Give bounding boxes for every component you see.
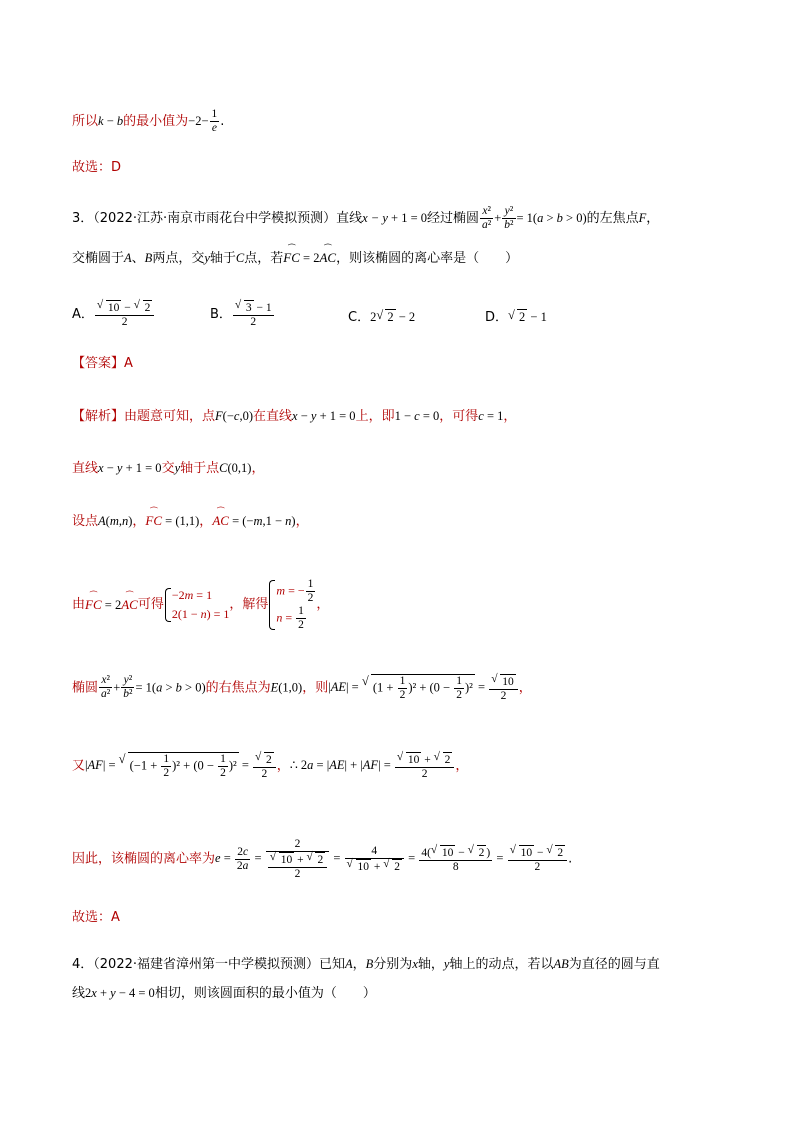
question-4-line1: 4．（2022·福建省漳州第一中学模拟预测）已知A，B分别为x轴，y轴上的动点，若以AB为直径的圆与直 bbox=[72, 957, 660, 972]
fraction: $\frac{\text{x²}}{\text{a²}}$ bbox=[101, 674, 111, 701]
text: B． bbox=[210, 307, 232, 322]
analysis-line1 bbox=[72, 408, 516, 425]
equation-system: −2m = 1 2(1 − n) = 1 bbox=[164, 586, 230, 624]
math-expr: 1 − c = 0 bbox=[394, 409, 440, 423]
math-expr: C bbox=[235, 251, 245, 265]
analysis-line5 bbox=[72, 674, 532, 703]
text: 线 bbox=[72, 986, 86, 1001]
text: A． bbox=[72, 307, 94, 322]
math-expr: + 1 = 0 bbox=[391, 211, 428, 225]
math-expr: F(−c,0) bbox=[215, 409, 253, 423]
math-expr: y bbox=[443, 957, 450, 971]
text: ，可得 bbox=[439, 409, 479, 424]
math-expr: x − y bbox=[362, 211, 392, 225]
text: ， bbox=[276, 758, 290, 774]
text: ， bbox=[503, 409, 517, 424]
text: 的左焦点 bbox=[586, 211, 639, 226]
math-expr: − bbox=[103, 114, 117, 128]
text: D． bbox=[485, 310, 509, 325]
math-expr: AB bbox=[553, 957, 569, 971]
math-expr: 2x + y − 4 = 0 bbox=[85, 986, 155, 1000]
text: 轴， bbox=[417, 957, 444, 972]
text: 又 bbox=[72, 758, 86, 774]
math-expr: x − y + 1 = 0 bbox=[292, 409, 356, 423]
text: ， bbox=[316, 597, 330, 612]
analysis-line7 bbox=[72, 838, 572, 881]
question-3-line1 bbox=[72, 205, 659, 232]
math-expr: = (1,1) bbox=[162, 514, 200, 528]
math-expr: y bbox=[174, 461, 181, 475]
text: 直线 bbox=[72, 461, 99, 476]
math-expr: |AF| = √ (−1 + $\frac{1}{2}$ )² + (0 − $\frac{1}{2}$ )² = √ $\frac{2}{2}$ bbox=[85, 758, 277, 772]
math-expr: x − y + 1 = 0 bbox=[98, 461, 162, 475]
text: 因此，该椭圆的离心率为 bbox=[72, 851, 216, 867]
option-b bbox=[210, 300, 275, 329]
text: 轴于点 bbox=[180, 461, 220, 476]
text: 的最小值为 bbox=[123, 114, 189, 129]
math-expr: ∴ 2a = |AE| + |AF| = √ $\frac{10 + √ 2}{2}$ bbox=[290, 758, 456, 772]
fraction: $\frac{\text{y²}}{\text{b²}}$ bbox=[504, 205, 514, 231]
math-expr: B bbox=[365, 957, 374, 971]
vector-ac: ⏜ AC bbox=[319, 250, 336, 266]
text: 点，若 bbox=[244, 251, 284, 266]
math-expr: + bbox=[494, 211, 502, 225]
text: ，则该椭圆的离心率是（ ） bbox=[336, 251, 519, 266]
math-expr: = 2 bbox=[299, 251, 320, 265]
choice-line: 故选：D bbox=[72, 160, 122, 175]
text: 上，即 bbox=[355, 409, 395, 424]
option-c bbox=[348, 306, 415, 325]
option-d bbox=[485, 306, 547, 325]
text: 两点，交 bbox=[152, 251, 205, 266]
text: C． bbox=[348, 310, 371, 325]
math-expr: B bbox=[144, 251, 153, 265]
text: 3．（2022·江苏·南京市雨花台中学模拟预测）直线 bbox=[72, 211, 363, 226]
text: ， bbox=[518, 680, 532, 696]
text: 为直径的圆与直 bbox=[568, 957, 660, 972]
vector-fc: ⏜ FC bbox=[283, 250, 300, 266]
text: 轴于 bbox=[209, 251, 236, 266]
fraction: √ $\frac{3 - 1}{2}$ bbox=[233, 300, 274, 329]
math-expr: = 1(a > b > 0) bbox=[516, 211, 587, 225]
text: 轴上的动点，若以 bbox=[449, 957, 554, 972]
option-a bbox=[72, 300, 155, 329]
text: ， bbox=[251, 461, 265, 476]
analysis-label: 【解析】 bbox=[72, 409, 125, 424]
text: 在直线 bbox=[253, 409, 293, 424]
math-expr: A(m,n) bbox=[98, 514, 133, 528]
math-expr: + bbox=[113, 680, 121, 695]
conclusion-line bbox=[72, 108, 224, 135]
text: ， bbox=[646, 211, 660, 226]
analysis-line4 bbox=[72, 578, 329, 632]
text: 所以 bbox=[72, 114, 99, 129]
text: ，则 bbox=[302, 680, 329, 696]
fraction: $\frac{1}{e}$ bbox=[211, 108, 218, 134]
choice-line-2: 故选：A bbox=[72, 910, 120, 925]
fraction: √ $\frac{10 - √ 2}{2}$ bbox=[95, 300, 155, 329]
text: 的右焦点为 bbox=[205, 680, 271, 696]
text: 交椭圆于 bbox=[72, 251, 125, 266]
math-expr: e = $\frac{2c}{2a}$ = 2 √ $\frac{10 + √ 2}{2}$ = 4 √ 10 + √ 2 = $\frac{4(√ 10 - √ 2 )}{8}$ = √ $\frac{10 - √ 2}{2}$ bbox=[215, 851, 568, 865]
analysis-line6 bbox=[72, 752, 468, 781]
text: 分别为 bbox=[373, 957, 413, 972]
answer-line: 【答案】A bbox=[72, 356, 133, 371]
text: 4．（2022·福建省漳州第一中学模拟预测）已知 bbox=[72, 957, 345, 972]
math-expr: E(1,0) bbox=[270, 680, 303, 695]
text: 相切，则该圆面积的最小值为（ ） bbox=[154, 986, 376, 1001]
math-expr: k bbox=[98, 114, 104, 128]
vector-ac: ⏜ AC bbox=[121, 594, 138, 616]
question-3-line2: 交椭圆于A、B两点，交y轴于C点，若⏜ FC = 2⏜ AC，则该椭圆的离心率是（ ） bbox=[72, 250, 518, 267]
math-expr: A bbox=[345, 957, 353, 971]
text: 交 bbox=[161, 461, 175, 476]
text: 可得 bbox=[137, 597, 164, 612]
question-4-line2 bbox=[72, 985, 376, 1002]
solution-system: m = − $\frac{1}{2}$ n = $\frac{1}{2}$ bbox=[268, 578, 316, 632]
text: 经过椭圆 bbox=[427, 211, 480, 226]
math-expr: |AE| = √ (1 + $\frac{1}{2}$ )² + (0 − $\frac{1}{2}$ )² = √ $\frac{10}{2}$ bbox=[328, 680, 518, 694]
text: ， bbox=[199, 514, 213, 529]
math-expr: c = 1 bbox=[478, 409, 504, 423]
math-expr: y bbox=[204, 251, 210, 265]
text: ， bbox=[455, 758, 469, 774]
math-expr: F bbox=[638, 211, 647, 225]
math-expr: = 1(a > b > 0) bbox=[135, 680, 206, 695]
math-expr: 2√ 2 − 2 bbox=[370, 310, 415, 324]
text: 由题意可知，点 bbox=[124, 409, 216, 424]
vector-ac: ⏜ AC bbox=[212, 513, 229, 529]
math-expr: −2− bbox=[188, 114, 209, 128]
math-expr: √ 2 − 1 bbox=[508, 310, 547, 324]
analysis-line3 bbox=[72, 513, 309, 530]
text: 设点 bbox=[72, 514, 99, 529]
math-expr: C(0,1) bbox=[219, 461, 252, 475]
text: . bbox=[220, 114, 225, 129]
vector-fc: ⏜ FC bbox=[85, 594, 102, 616]
analysis-line2 bbox=[72, 460, 264, 477]
math-expr: = (−m,1 − n) bbox=[228, 514, 296, 528]
fraction: $\frac{\text{y²}}{\text{b²}}$ bbox=[123, 674, 133, 701]
math-expr: b bbox=[116, 114, 124, 128]
math-expr: = 2 bbox=[101, 598, 122, 612]
fraction: $\frac{\text{x²}}{\text{a²}}$ bbox=[482, 205, 492, 231]
vector-fc: ⏜ FC bbox=[145, 513, 162, 529]
text: 由 bbox=[72, 597, 86, 612]
text: ， bbox=[295, 514, 309, 529]
math-expr: x bbox=[412, 957, 418, 971]
text: ，解得 bbox=[229, 597, 269, 612]
text: . bbox=[568, 851, 573, 867]
text: ， bbox=[132, 514, 146, 529]
math-expr: A bbox=[124, 251, 132, 265]
text: 椭圆 bbox=[72, 680, 99, 696]
